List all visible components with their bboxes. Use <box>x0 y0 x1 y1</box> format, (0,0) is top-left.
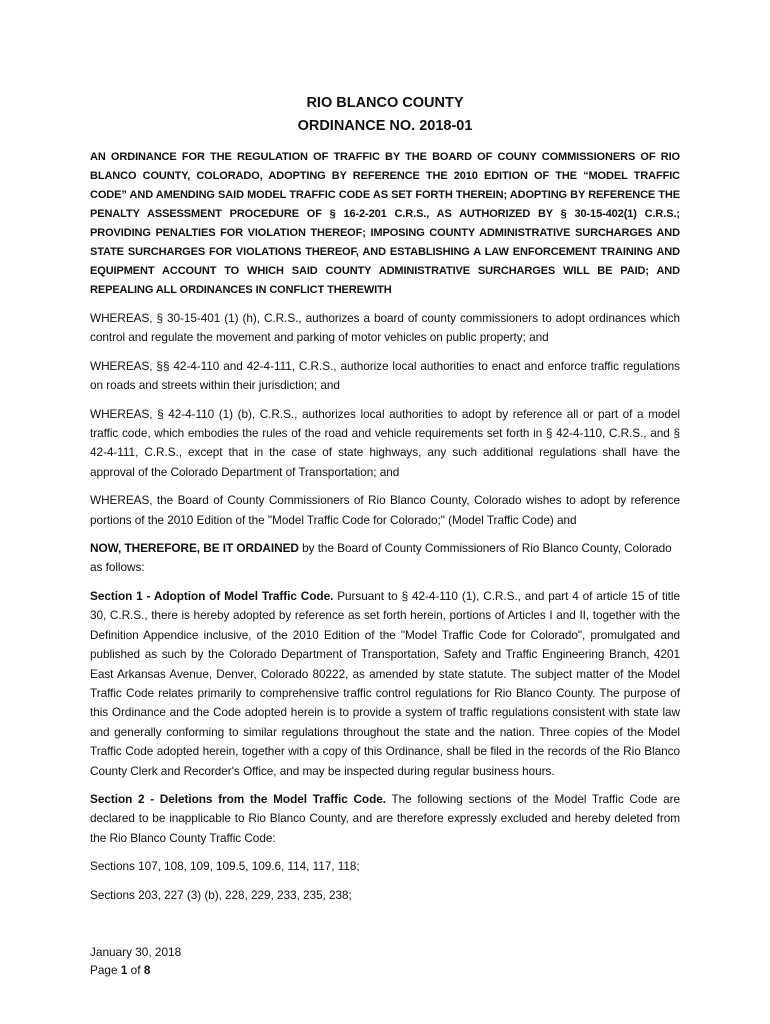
section-1-heading: Section 1 - Adoption of Model Traffic Code. <box>90 588 334 603</box>
county-title: RIO BLANCO COUNTY <box>306 95 464 111</box>
page-current: 1 <box>120 963 128 977</box>
ordinance-preamble: AN ORDINANCE FOR THE REGULATION OF TRAFFIC BY THE BOARD OF COUNY COMMISSIONERS OF RIO BLANCO COUNTY, COLORADO, ADOPTING BY REFERENCE THE 2010 EDITION OF THE “MODEL TRAFFIC CODE” AND AMENDING SAID MODEL TRAFFIC CODE AS SET FORTH THEREIN; ADOPTING BY REFERENCE THE PENALTY ASSESSMENT PROCEDURE OF § 16-2-201 C.R.S., AS AUTHORIZED BY § 30-15-402(1) C.R.S.; PROVIDING PENALTIES FOR VIOLATION THEREOF; IMPOSING COUNTY ADMINISTRATIVE SURCHARGES AND STATE SURCHARGES FOR VIOLATIONS THEREOF, AND ESTABLISHING A LAW ENFORCEMENT TRAINING AND EQUIPMENT ACCOUNT TO WHICH SAID COUNTY ADMINISTRATIVE SURCHARGES WILL BE PAID; AND REPEALING ALL ORDINANCES IN CONFLICT THEREWITH <box>90 151 680 296</box>
ordained-text: by the Board of County Commissioners of Rio Blanco County, Colorado as follows: <box>90 541 672 575</box>
whereas-paragraph-1: WHEREAS, § 30-15-401 (1) (h), C.R.S., authorizes a board of county commissioners to adopt ordinances which control and regulate the movement and parking of motor vehicles on public property; and <box>90 311 680 345</box>
deleted-sections-list-item: Sections 107, 108, 109, 109.5, 109.6, 114, 117, 118; <box>90 859 360 874</box>
section-2-text: The following sections of the Model Traffic Code are declared to be inapplicable to Rio Blanco County, and are therefore expressly excluded and hereby deleted from the Rio Blanco County Traffic Code: <box>90 791 681 845</box>
section-2-heading: Section 2 - Deletions from the Model Traffic Code. <box>90 791 386 806</box>
deleted-sections-list-item: Sections 203, 227 (3) (b), 228, 229, 233, 235, 238; <box>90 887 352 902</box>
page-footer <box>90 943 181 979</box>
section-1-paragraph <box>90 587 680 781</box>
page-total: 8 <box>143 963 151 977</box>
page-number <box>90 961 181 979</box>
page-of: of <box>127 963 144 977</box>
footer-date: January 30, 2018 <box>90 945 182 959</box>
section-2-paragraph <box>90 790 680 848</box>
section-1-text: Pursuant to § 42-4-110 (1), C.R.S., and part 4 of article 15 of title 30, C.R.S., there is hereby adopted by reference as set forth herein, portions of Articles I and II, together with the Definition Appendice inclusive, of the 2010 Edition of the "Model Traffic Code for Colorado", promulgated and published as such by the Colorado Department of Transportation, Safety and Traffic Engineering Branch, 4201 East Arkansas Avenue, Denver, Colorado 80222, as amended by state statute. The subject matter of the Model Traffic Code relates primarily to comprehensive traffic control regulations for Rio Blanco County. The purpose of this Ordinance and the Code adopted herein is to provide a system of traffic regulations consistent with state law and generally conforming to similar regulations throughout the state and the nation. Three copies of the Model Traffic Code adopted herein, together with a copy of this Ordinance, shall be filed in the records of the Rio Blanco County Clerk and Recorder's Office, and may be inspected during regular business hours. <box>90 588 680 778</box>
page-label: Page <box>90 963 121 977</box>
whereas-paragraph-2: WHEREAS, §§ 42-4-110 and 42-4-111, C.R.S., authorize local authorities to enact and enforce traffic regulations on roads and streets within their jurisdiction; and <box>90 358 680 393</box>
ordinance-number: ORDINANCE NO. 2018-01 <box>297 118 473 134</box>
document-body <box>90 92 680 914</box>
ordained-lead: NOW, THEREFORE, BE IT ORDAINED <box>90 541 299 556</box>
ordained-paragraph <box>90 539 680 578</box>
whereas-paragraph-4: WHEREAS, the Board of County Commissioners of Rio Blanco County, Colorado wishes to adopt by reference portions of the 2010 Edition of the "Model Traffic Code for Colorado;" (Model Traffic Code) and <box>90 493 680 527</box>
whereas-paragraph-3: WHEREAS, § 42-4-110 (1) (b), C.R.S., authorizes local authorities to adopt by reference all or part of a model traffic code, which embodies the rules of the road and vehicle requirements set forth in § 42-4-110, C.R.S., and § 42-4-111, C.R.S., except that in the case of state highways, any such additional regulations shall have the approval of the Colorado Department of Transportation; and <box>90 406 680 479</box>
